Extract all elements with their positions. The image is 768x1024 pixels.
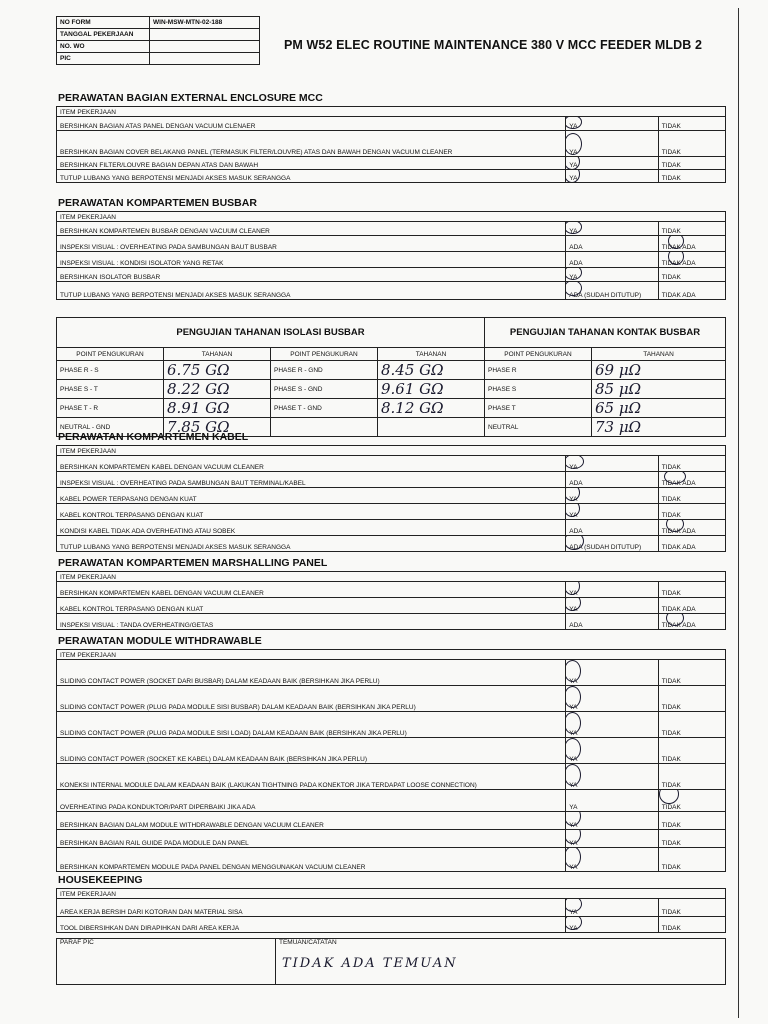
tidak-cell: TIDAK <box>658 738 725 764</box>
ya-cell: YA <box>566 738 658 764</box>
meas-point: PHASE S - T <box>57 380 164 399</box>
meas-value: 73 μΩ <box>592 418 726 437</box>
meas-value: 6.75 GΩ <box>164 361 271 380</box>
check-circle <box>566 738 582 760</box>
item-row: TUTUP LUBANG YANG BERPOTENSI MENJADI AKSES MASUK SERANGGA <box>57 536 566 552</box>
label-no-form: NO FORM <box>57 17 150 29</box>
page-border <box>738 8 739 1018</box>
ya-cell: YA <box>566 582 658 598</box>
check-circle <box>566 712 582 734</box>
tidak-cell: TIDAK <box>658 812 725 830</box>
table-housekeeping <box>56 888 726 933</box>
paraf-pic-label: PARAF PIC <box>57 939 276 985</box>
meas-point: NEUTRAL - GND <box>57 418 164 437</box>
tidak-cell: TIDAK <box>658 830 725 848</box>
tidak-ada-cell: TIDAK ADA <box>658 252 725 268</box>
ya-cell: YA <box>566 131 658 157</box>
ya-cell: YA <box>566 488 658 504</box>
section-title-external: PERAWATAN BAGIAN EXTERNAL ENCLOSURE MCC <box>58 92 323 104</box>
title-kontak: PENGUJIAN TAHANAN KONTAK BUSBAR <box>485 318 726 348</box>
ya-cell: YA <box>566 598 658 614</box>
check-circle <box>566 764 582 786</box>
item-row: OVERHEATING PADA KONDUKTOR/PART DIPERBAIKI JIKA ADA <box>57 790 566 812</box>
item-row: KABEL POWER TERPASANG DENGAN KUAT <box>57 488 566 504</box>
meas-value: 7.85 GΩ <box>164 418 271 437</box>
item-row: BERSIHKAN BAGIAN RAIL GUIDE PADA MODULE DAN PANEL <box>57 830 566 848</box>
ada-cell: ADA <box>566 614 658 630</box>
check-circle <box>566 456 585 470</box>
meas-point: PHASE T <box>485 399 592 418</box>
meas-value: 9.61 GΩ <box>378 380 485 399</box>
meas-point: NEUTRAL <box>485 418 592 437</box>
col-point: POINT PENGUKURAN <box>485 348 592 361</box>
tidak-cell: TIDAK <box>658 131 725 157</box>
ya-cell: YA <box>566 170 658 183</box>
ya-cell: YA <box>566 764 658 790</box>
item-row: INSPEKSI VISUAL : TANDA OVERHEATING/GETAS <box>57 614 566 630</box>
check-circle <box>566 582 581 596</box>
tidak-cell: TIDAK <box>658 582 725 598</box>
measurement-table <box>56 317 726 437</box>
check-circle <box>566 899 583 913</box>
meas-value: 8.91 GΩ <box>164 399 271 418</box>
table-kabel <box>56 445 726 552</box>
ada-cell: ADA <box>566 472 658 488</box>
meas-value: 8.12 GΩ <box>378 399 485 418</box>
section-title-housekeeping: HOUSEKEEPING <box>58 874 143 886</box>
item-row: KABEL KONTROL TERPASANG DENGAN KUAT <box>57 504 566 520</box>
form-header-table <box>56 16 260 65</box>
meas-point: PHASE S - GND <box>271 380 378 399</box>
value-tanggal <box>150 29 260 41</box>
item-row: BERSIHKAN KOMPARTEMEN BUSBAR DENGAN VACUUM CLEANER <box>57 222 566 236</box>
ya-cell: YA <box>566 660 658 686</box>
meas-value: 65 μΩ <box>592 399 726 418</box>
meas-point: PHASE R - S <box>57 361 164 380</box>
title-isolasi: PENGUJIAN TAHANAN ISOLASI BUSBAR <box>57 318 485 348</box>
tidak-cell: TIDAK <box>658 764 725 790</box>
ya-cell: YA <box>566 268 658 282</box>
check-circle <box>566 133 583 155</box>
check-circle <box>566 157 581 170</box>
check-circle <box>566 488 581 502</box>
section-title-marshalling: PERAWATAN KOMPARTEMEN MARSHALLING PANEL <box>58 557 328 569</box>
section-title-kabel: PERAWATAN KOMPARTEMEN KABEL <box>58 431 249 443</box>
tidak-ada-cell: TIDAK ADA <box>658 236 725 252</box>
item-header: ITEM PEKERJAAN <box>57 446 726 456</box>
ada-sudah-cell: ADA (SUDAH DITUTUP) <box>566 282 658 300</box>
item-row: KABEL KONTROL TERPASANG DENGAN KUAT <box>57 598 566 614</box>
tidak-ada-cell: TIDAK ADA <box>658 472 725 488</box>
col-point: POINT PENGUKURAN <box>57 348 164 361</box>
ya-cell: YA <box>566 899 658 917</box>
item-row: AREA KERJA BERSIH DARI KOTORAN DAN MATERIAL SISA <box>57 899 566 917</box>
section-title-module: PERAWATAN MODULE WITHDRAWABLE <box>58 635 262 647</box>
item-header: ITEM PEKERJAAN <box>57 572 726 582</box>
check-circle <box>566 830 582 845</box>
table-busbar <box>56 211 726 300</box>
ya-cell: YA <box>566 790 658 812</box>
check-circle <box>566 598 582 612</box>
meas-point: PHASE T - R <box>57 399 164 418</box>
ada-cell: ADA <box>566 252 658 268</box>
col-tahanan: TAHANAN <box>378 348 485 361</box>
section-title-busbar: PERAWATAN KOMPARTEMEN BUSBAR <box>58 197 257 209</box>
col-point: POINT PENGUKURAN <box>271 348 378 361</box>
item-row: SLIDING CONTACT POWER (SOCKET KE KABEL) DALAM KEADAAN BAIK (BERSIHKAN JIKA PERLU) <box>57 738 566 764</box>
tidak-ada-cell: TIDAK ADA <box>658 614 725 630</box>
col-tahanan: TAHANAN <box>592 348 726 361</box>
item-row: BERSIHKAN BAGIAN DALAM MODULE WITHDRAWABLE DENGAN VACUUM CLEANER <box>57 812 566 830</box>
label-pic: PIC <box>57 53 150 65</box>
ada-sudah-cell: ADA (SUDAH DITUTUP) <box>566 536 658 552</box>
tidak-cell: TIDAK <box>658 157 725 170</box>
meas-point <box>271 418 378 437</box>
tidak-cell: TIDAK <box>658 170 725 183</box>
tidak-cell: TIDAK <box>658 790 725 812</box>
tidak-cell: TIDAK <box>658 268 725 282</box>
tidak-cell: TIDAK <box>658 504 725 520</box>
meas-point: PHASE R - GND <box>271 361 378 380</box>
check-circle <box>566 268 583 281</box>
label-no-wo: NO. WO <box>57 41 150 53</box>
item-row: TUTUP LUBANG YANG BERPOTENSI MENJADI AKSES MASUK SERANGGA <box>57 170 566 183</box>
ya-cell: YA <box>566 830 658 848</box>
ada-cell: ADA <box>566 520 658 536</box>
ya-cell: YA <box>566 504 658 520</box>
meas-value: 69 μΩ <box>592 361 726 380</box>
item-header: ITEM PEKERJAAN <box>57 889 726 899</box>
tidak-cell: TIDAK <box>658 848 725 872</box>
check-circle <box>566 686 582 708</box>
ya-cell: YA <box>566 812 658 830</box>
value-no-form: WIN-MSW-MTN-02-188 <box>150 17 260 29</box>
item-row: SLIDING CONTACT POWER (SOCKET DARI BUSBAR) DALAM KEADAAN BAIK (BERSIHKAN JIKA PERLU) <box>57 660 566 686</box>
meas-point: PHASE R <box>485 361 592 380</box>
ya-cell: YA <box>566 456 658 472</box>
value-no-wo <box>150 41 260 53</box>
temuan-label: TEMUAN/CATATAN <box>276 939 726 985</box>
tidak-ada-cell: TIDAK ADA <box>658 598 725 614</box>
item-row: BERSIHKAN ISOLATOR BUSBAR <box>57 268 566 282</box>
item-header: ITEM PEKERJAAN <box>57 212 726 222</box>
item-header: ITEM PEKERJAAN <box>57 650 726 660</box>
handwritten-note: TIDAK ADA TEMUAN <box>282 956 458 971</box>
tidak-cell: TIDAK <box>658 660 725 686</box>
tidak-ada-cell: TIDAK ADA <box>658 520 725 536</box>
meas-value: 8.45 GΩ <box>378 361 485 380</box>
item-row: TOOL DIBERSIHKAN DAN DIRAPIHKAN DARI AREA KERJA <box>57 917 566 933</box>
ya-cell: YA <box>566 686 658 712</box>
item-row: BERSIHKAN FILTER/LOUVRE BAGIAN DEPAN ATAS DAN BAWAH <box>57 157 566 170</box>
item-row: TUTUP LUBANG YANG BERPOTENSI MENJADI AKSES MASUK SERANGGA <box>57 282 566 300</box>
item-row: BERSIHKAN KOMPARTEMEN MODULE PADA PANEL DENGAN MENGGUNAKAN VACUUM CLEANER <box>57 848 566 872</box>
tidak-cell: TIDAK <box>658 117 725 131</box>
item-row: SLIDING CONTACT POWER (PLUG PADA MODULE SISI LOAD) DALAM KEADAAN BAIK (BERSIHKAN JIKA PERLU) <box>57 712 566 738</box>
check-circle <box>566 812 582 827</box>
tidak-cell: TIDAK <box>658 456 725 472</box>
check-circle <box>566 917 583 931</box>
item-row: KONDISI KABEL TIDAK ADA OVERHEATING ATAU SOBEK <box>57 520 566 536</box>
item-row: INSPEKSI VISUAL : OVERHEATING PADA SAMBUNGAN BAUT TERMINAL/KABEL <box>57 472 566 488</box>
tidak-cell: TIDAK <box>658 712 725 738</box>
tidak-cell: TIDAK <box>658 686 725 712</box>
check-circle <box>668 236 684 250</box>
item-header: ITEM PEKERJAAN <box>57 107 726 117</box>
ya-cell: YA <box>566 712 658 738</box>
tidak-cell: TIDAK <box>658 917 725 933</box>
value-pic <box>150 53 260 65</box>
item-row: SLIDING CONTACT POWER (PLUG PADA MODULE SISI BUSBAR) DALAM KEADAAN BAIK (BERSIHKAN JIKA PERLU) <box>57 686 566 712</box>
ada-cell: ADA <box>566 236 658 252</box>
ya-cell: YA <box>566 222 658 236</box>
item-row: INSPEKSI VISUAL : KONDISI ISOLATOR YANG RETAK <box>57 252 566 268</box>
check-circle <box>566 504 581 518</box>
item-row: INSPEKSI VISUAL : OVERHEATING PADA SAMBUNGAN BAUT BUSBAR <box>57 236 566 252</box>
check-circle <box>566 170 581 183</box>
tidak-cell: TIDAK <box>658 488 725 504</box>
label-tanggal: TANGGAL PEKERJAAN <box>57 29 150 41</box>
ya-cell: YA <box>566 157 658 170</box>
tidak-cell: TIDAK <box>658 899 725 917</box>
check-circle <box>659 790 679 805</box>
meas-point: PHASE T - GND <box>271 399 378 418</box>
ya-cell: YA <box>566 917 658 933</box>
form-title: PM W52 ELEC ROUTINE MAINTENANCE 380 V MCC FEEDER MLDB 2 <box>284 38 703 52</box>
ya-cell: YA <box>566 848 658 872</box>
meas-value: 85 μΩ <box>592 380 726 399</box>
check-circle <box>566 660 582 682</box>
item-row: BERSIHKAN KOMPARTEMEN KABEL DENGAN VACUUM CLEANER <box>57 582 566 598</box>
check-circle <box>566 222 583 235</box>
table-module <box>56 649 726 872</box>
check-circle <box>566 848 582 869</box>
ya-cell: YA <box>566 117 658 131</box>
tidak-ada-cell: TIDAK ADA <box>658 282 725 300</box>
tidak-ada-cell: TIDAK ADA <box>658 536 725 552</box>
tidak-cell: TIDAK <box>658 222 725 236</box>
meas-value <box>378 418 485 437</box>
item-row: BERSIHKAN KOMPARTEMEN KABEL DENGAN VACUUM CLEANER <box>57 456 566 472</box>
meas-value: 8.22 GΩ <box>164 380 271 399</box>
col-tahanan: TAHANAN <box>164 348 271 361</box>
check-circle <box>566 117 583 130</box>
item-row: BERSIHKAN BAGIAN COVER BELAKANG PANEL (TERMASUK FILTER/LOUVRE) ATAS DAN BAWAH DENGAN VACUUM CLEANER <box>57 131 566 157</box>
item-row: KONEKSI INTERNAL MODULE DALAM KEADAAN BAIK (LAKUKAN TIGHTNING PADA KONEKTOR JIKA TERDAPAT LOOSE CONNECTION) <box>57 764 566 790</box>
table-marshalling <box>56 571 726 630</box>
item-row: BERSIHKAN BAGIAN ATAS PANEL DENGAN VACUUM CLENAER <box>57 117 566 131</box>
table-external <box>56 106 726 183</box>
meas-point: PHASE S <box>485 380 592 399</box>
